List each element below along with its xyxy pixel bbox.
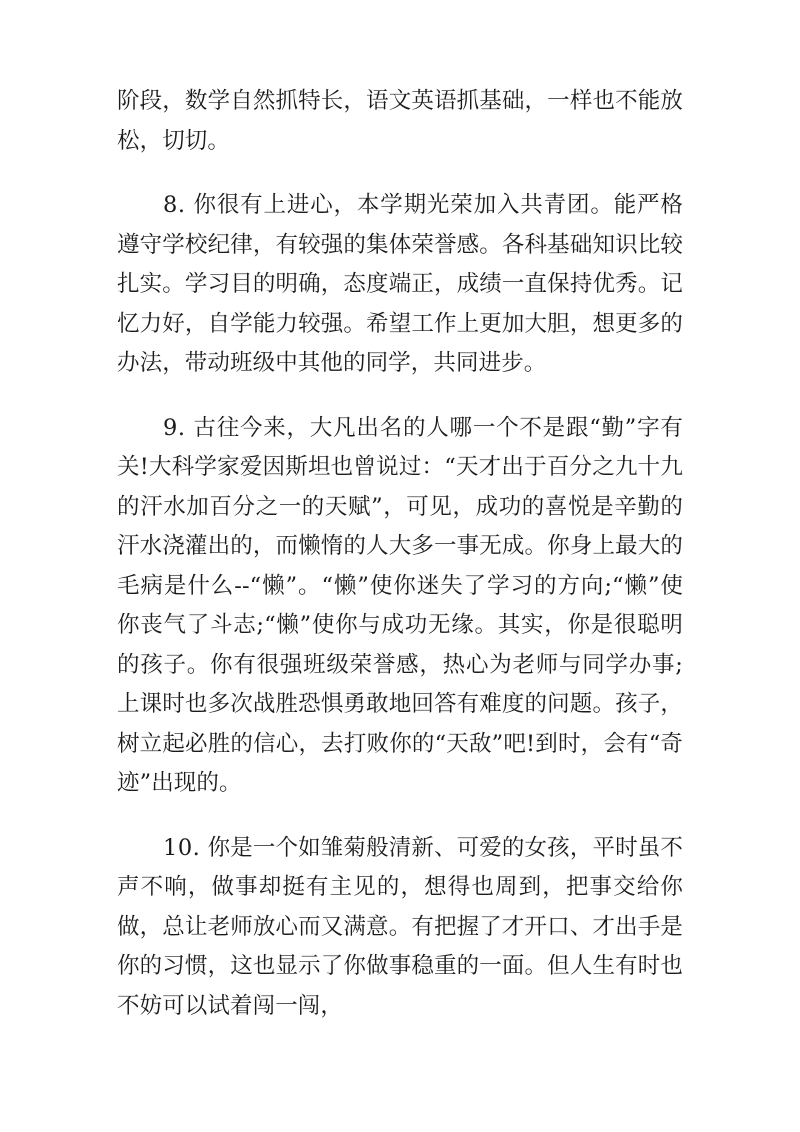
paragraph-8 — [117, 186, 683, 384]
paragraph-9 — [117, 409, 683, 804]
paragraph-8-number: 8. — [163, 192, 186, 218]
paragraph-10-body: 你是一个如雏菊般清新、可爱的女孩，平时虽不声不响，做事却挺有主见的，想得也周到，把事交给你做，总让老师放心而又满意。有把握了才开口、才出手是你的习惯，这也显示了你做事稳重的一面。但人生有时也不妨可以试着闯一闯， — [117, 834, 683, 1019]
paragraph-9-number: 9. — [163, 414, 186, 441]
paragraph-10 — [117, 829, 683, 1027]
paragraph-9-body: 古往今来，大凡出名的人哪一个不是跟“勤”字有关!大科学家爱因斯坦也曾说过：“天才出于百分之九十九的汗水加百分之一的天赋”，可见，成功的喜悦是辛勤的汗水浇灌出的，而懒惰的人大多一事无成。你身上最大的毛病是什么--“懒”。“懒”使你迷失了学习的方向;“懒”使你丧气了斗志;“懒”使你与成功无缘。其实，你是很聪明的孩子。你有很强班级荣誉感，热心为老师与同学办事;上课时也多次战胜恐惧勇敢地回答有难度的问题。孩子，树立起必胜的信心，去打败你的“天敌”吧!到时，会有“奇迹”出现的。 — [117, 414, 683, 796]
paragraph-8-body: 你很有上进心，本学期光荣加入共青团。能严格遵守学校纪律，有较强的集体荣誉感。各科基础知识比较扎实。学习目的明确，态度端正，成绩一直保持优秀。记忆力好，自学能力较强。希望工作上更加大胆，想更多的办法，带动班级中其他的同学，共同进步。 — [117, 192, 683, 376]
document-text-column — [117, 82, 683, 1026]
paragraph-10-number: 10. — [163, 834, 201, 861]
paragraph-continued-7: 阶段，数学自然抓特长，语文英语抓基础，一样也不能放松，切切。 — [117, 88, 683, 154]
